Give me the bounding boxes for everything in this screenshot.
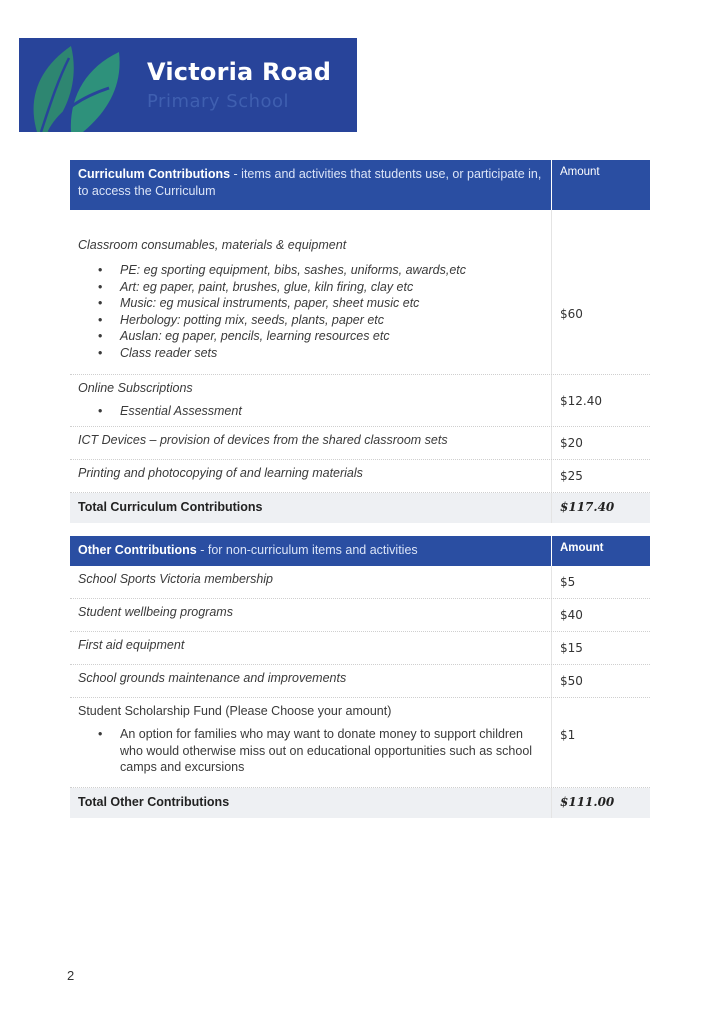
table-row — [70, 599, 650, 632]
curriculum-header-title — [70, 160, 552, 210]
curriculum-header-desc: - items and activities that students use, or participate in, to access the Curriculum — [78, 167, 542, 198]
list-item: • An option for families who may want to donate money to support children who would otherwise miss out on educational opportunities such as school camps and excursions — [98, 726, 543, 776]
list-item: • PE: eg sporting equipment, bibs, sashes, uniforms, awards,etc — [98, 262, 543, 279]
row-amount: $1 — [560, 728, 576, 742]
row-label: ICT Devices – provision of devices from the shared classroom sets — [70, 427, 552, 459]
row-label: Student wellbeing programs — [70, 599, 552, 631]
row-label: Printing and photocopying of and learning materials — [70, 460, 552, 492]
total-amount: $117.40 — [560, 500, 615, 514]
other-header-bold: Other Contributions — [78, 543, 197, 557]
row-label: First aid equipment — [70, 632, 552, 664]
bullet-list — [78, 262, 543, 361]
list-item: • Herbology: potting mix, seeds, plants, paper etc — [98, 312, 543, 329]
school-name: Victoria Road — [147, 58, 332, 86]
list-item: • Music: eg musical instruments, paper, sheet music etc — [98, 295, 543, 312]
other-table-header — [70, 536, 650, 566]
row-amount: $50 — [560, 674, 583, 688]
bullet-list — [78, 726, 543, 776]
row-amount: $20 — [560, 436, 583, 450]
curriculum-total-row — [70, 493, 650, 523]
row-amount: $5 — [560, 575, 576, 589]
other-header-desc: - for non-curriculum items and activities — [196, 543, 418, 557]
school-logo-banner — [19, 38, 357, 132]
row-label: School Sports Victoria membership — [70, 566, 552, 598]
row-amount: $25 — [560, 469, 583, 483]
other-header-title — [70, 536, 552, 566]
table-row — [70, 375, 650, 427]
curriculum-contributions-table — [70, 160, 650, 523]
other-contributions-table — [70, 536, 650, 818]
row-label: Online Subscriptions — [78, 381, 193, 395]
row-amount: $12.40 — [560, 393, 602, 408]
bullet-list — [78, 403, 543, 420]
total-amount: $111.00 — [560, 795, 615, 809]
list-item: • Essential Assessment — [98, 403, 543, 420]
leaf-logo-icon — [19, 38, 149, 132]
table-row — [70, 460, 650, 493]
list-item: • Auslan: eg paper, pencils, learning resources etc — [98, 328, 543, 345]
row-amount: $60 — [560, 307, 583, 321]
curriculum-amount-header: Amount — [560, 166, 600, 178]
table-row — [70, 665, 650, 698]
curriculum-table-header — [70, 160, 650, 210]
table-row — [70, 632, 650, 665]
total-label: Total Other Contributions — [70, 788, 552, 818]
other-amount-header: Amount — [560, 542, 604, 554]
list-item: • Art: eg paper, paint, brushes, glue, kiln firing, clay etc — [98, 279, 543, 296]
curriculum-header-bold: Curriculum Contributions — [78, 167, 231, 181]
row-label: School grounds maintenance and improvements — [70, 665, 552, 697]
table-row — [70, 427, 650, 460]
row-label: Student Scholarship Fund (Please Choose your amount) — [78, 704, 392, 718]
row-label: Classroom consumables, materials & equipment — [78, 238, 347, 252]
table-row — [70, 210, 650, 375]
other-total-row — [70, 788, 650, 818]
total-label: Total Curriculum Contributions — [70, 493, 552, 523]
table-row — [70, 566, 650, 599]
list-item: • Class reader sets — [98, 345, 543, 362]
row-amount: $40 — [560, 608, 583, 622]
school-subtitle: Primary School — [147, 91, 290, 112]
table-row — [70, 698, 650, 788]
page-number: 2 — [67, 968, 75, 983]
row-amount: $15 — [560, 641, 583, 655]
